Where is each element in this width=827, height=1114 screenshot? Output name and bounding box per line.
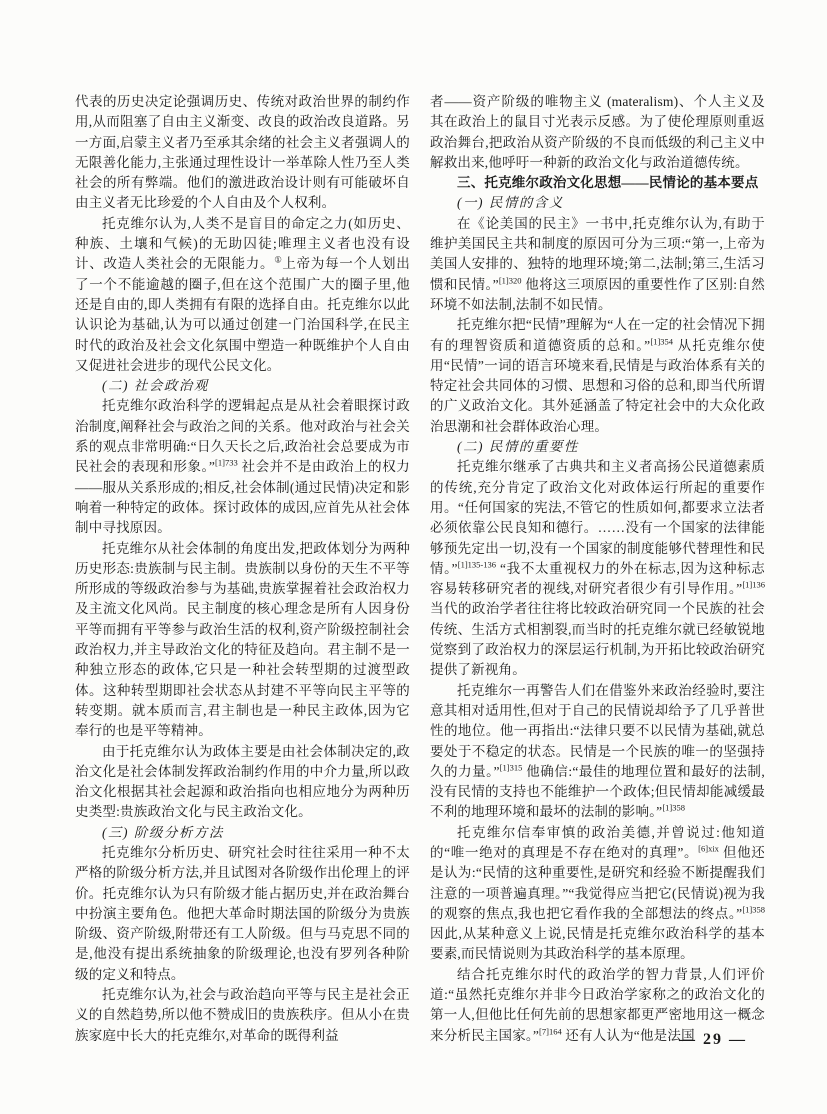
text-run: (一) 民情的含义: [457, 195, 564, 211]
footnote-marker: [1]315: [499, 762, 523, 773]
footnote-marker: ①: [274, 254, 283, 265]
page-number: — 29 —: [679, 1031, 747, 1048]
text-run: (二) 社会政治观: [102, 378, 209, 394]
text-run: 还有人认为“他是法国: [561, 1027, 695, 1043]
paragraph: [75, 214, 410, 376]
text-run: 由于托克维尔认为政体主要是由社会体制决定的,政治文化是社会体制发挥政治制约作用的中介力量,所以政治文化根据其社会起源和政治指向也相应地分为两种历史类型:贵族政治文化与民主政治文化。: [75, 743, 410, 820]
text-run: (三) 阶级分析方法: [102, 824, 224, 840]
text-run: 在《论美国的民主》一书中,托克维尔认为,有助于维护美国民主共和制度的原因可分为三项:“第一,上帝为美国人安排的、独特的地理环境;第二,法制;第三,生活习惯和民情。”: [430, 215, 765, 292]
text-run: 上帝为每一个人划出了一个不能逾越的圈子,但在这个范围广大的圈子里,他还是自由的,即人类拥有有限的选择自由。托克维尔以此认识论为基础,认为可以通过创建一门治国科学,在民主时代的政治及社会文化氛围中塑造一种既维护个人自由又促进社会进步的现代公民文化。: [75, 256, 410, 373]
footnote-marker: [6]xix: [698, 843, 719, 854]
paragraph: [430, 92, 765, 173]
text-run: 从托克维尔使用“民情”一词的语言环境来看,民情是与政治体系有关的特定社会共同体的习惯、思想和习俗的总和,即当代所谓的广义政治文化。其外延涵盖了特定社会中的大众化政治思潮和社会群体政治心理。: [430, 337, 765, 434]
text-column-right: [430, 92, 765, 1046]
footnote-marker: [1]733: [215, 457, 238, 468]
footnote-marker: [1]358: [662, 802, 686, 813]
footnote-marker: [1]320: [498, 275, 522, 286]
text-run: 结合托克维尔时代的政治学的智力背景,人们评价道:“虽然托克维尔并非今日政治学家称之的政治文化的第一人,但他比任何先前的思想家都更严密地用这一概念来分析民主国家。”: [430, 966, 765, 1043]
text-run: 社会并不是由政治上的权力——服从关系形成的;相反,社会体制(通过民情)决定和影响着一种特定的政体。探讨政体的成因,应首先从社会体制中寻找原因。: [75, 459, 410, 536]
paragraph: [75, 843, 410, 985]
text-run: “我不太重视权力的外在标志,因为这种标志容易转移研究者的视线,对研究者很少有引导作用。”: [430, 560, 765, 597]
subsection-heading: [430, 437, 765, 457]
text-run: 托克维尔把“民情”理解为“人在一定的社会情况下拥有的理智资质和道德资质的总和。”: [430, 317, 765, 353]
paragraph: [75, 539, 410, 742]
footnote-marker: [1]354: [650, 336, 674, 347]
section-heading: [430, 173, 765, 193]
footnote-marker: [1]136: [742, 579, 765, 590]
paragraph: [75, 396, 410, 538]
paragraph: [430, 681, 765, 823]
paragraph: [75, 742, 410, 823]
footnote-marker: [1]135-136: [457, 559, 496, 570]
text-run: 当代的政治学者往往将比较政治研究同一个民族的社会传统、生活方式相割裂,而当时的托克维尔就已经敏锐地觉察到了政治权力的深层运行机制,为开拓比较政治研究提供了新视角。: [430, 601, 765, 678]
subsection-heading: [75, 376, 410, 396]
text-run: 托克维尔从社会体制的角度出发,把政体划分为两种历史形态:贵族制与民主制。贵族制以身份的天生不平等所形成的等级政治参与为基础,贵族掌握着社会政治权力及主流文化风尚。民主制度的核心理念是所有人因身份平等而拥有平等参与政治生活的权利,资产阶级控制社会政治权力,并主导政治文化的特征及趋向。君主制不是一种独立形态的政体,它只是一种社会转型期的过渡型政体。这种转型期即社会状态从封建不平等向民主平等的转变期。就本质而言,君主制也是一种民主政体,因为它奉行的也是平等精神。: [75, 540, 410, 739]
paragraph: [430, 214, 765, 315]
text-run: 托克维尔信奉审慎的政治美德,并曾说过:他知道的“唯一绝对的真理是不存在绝对的真理”。: [430, 824, 765, 860]
paragraph: [75, 92, 410, 214]
footnote-marker: [7]164: [539, 1026, 562, 1037]
text-run: 托克维尔认为,社会与政治趋向平等与民主是社会正义的自然趋势,所以他不赞成旧的贵族秩序。但从小在贵族家庭中长大的托克维尔,对革命的既得利益: [75, 987, 410, 1043]
text-run: 他将这三项原因的重要性作了区别:自然环境不如法制,法制不如民情。: [430, 276, 765, 312]
text-run: 托克维尔一再警告人们在借鉴外来政治经验时,要注意其相对适用性,但对于自己的民情说却给予了几乎普世性的地位。他一再指出:“法律只要不以民情为基础,就总要处于不稳定的状态。民情是一个民族的唯一的坚强持久的力量。”: [430, 682, 765, 779]
text-run: 三、托克维尔政治文化思想——民情论的基本要点: [457, 175, 759, 191]
paragraph: [430, 315, 765, 437]
text-run: 托克维尔继承了古典共和主义者高扬公民道德素质的传统,充分肯定了政治文化对政体运行所起的重要作用。“任何国家的宪法,不管它的性质如何,都要求立法者必须依靠公民良知和德行。……没有一个国家的法律能够预先定出一切,没有一个国家的制度能够代替理性和民情。”: [430, 459, 765, 576]
paragraph: [430, 823, 765, 965]
subsection-heading: [75, 823, 410, 843]
text-run: 他确信:“最佳的地理位置和最好的法制,没有民情的支持也不能维护一个政体;但民情却能减缓最不利的地理环境和最坏的法制的影响。”: [430, 763, 765, 820]
text-run: 者——资产阶级的唯物主义 (materalism)、个人主义及其在政治上的鼠目寸光表示反感。为了使伦理原则重返政治舞台,把政治从资产阶级的不良而低级的利己主义中解救出来,他呼吁一种新的政治文化与政治道德传统。: [430, 94, 765, 170]
paragraph: [75, 985, 410, 1046]
text-run: (二) 民情的重要性: [457, 439, 579, 455]
text-run: 托克维尔认为,人类不是盲目的命定之力(如历史、种族、土壤和气候)的无助囚徒;唯理主义者也没有设计、改造人类社会的无限能力。: [75, 215, 410, 272]
text-column-left: [75, 92, 410, 1046]
text-run: 托克维尔政治科学的逻辑起点是从社会着眼探讨政治制度,阐释社会与政治之间的关系。他对政治与社会关系的观点非常明确:“日久天长之后,政治社会总要成为市民社会的表现和形象。”: [75, 398, 410, 475]
text-run: 但他还是认为:“民情的这种重要性,是研究和经验不断提醒我们注意的一项普遍真理。”“我觉得应当把它(民情说)视为我的观察的焦点,我也把它看作我的全部想法的终点。”: [430, 844, 765, 921]
text-run: 因此,从某种意义上说,民情是托克维尔政治科学的基本要素,而民情说则为其政治科学的基本原理。: [430, 926, 765, 962]
text-run: 代表的历史决定论强调历史、传统对政治世界的制约作用,从而阻塞了自由主义渐变、改良的政治改良道路。另一方面,启蒙主义者乃至承其余绪的社会主义者强调人的无限善化能力,主张通过理性设计一举革除人性乃至人类社会的所有弊端。他们的激进政治设计则有可能破坏自由主义者无比珍爱的个人自由及个人权利。: [75, 94, 410, 211]
text-run: 托克维尔分析历史、研究社会时往往采用一种不太严格的阶级分析方法,并且试图对各阶级作出伦理上的评价。托克维尔认为只有阶级才能占据历史,并在政治舞台中扮演主要角色。他把大革命时期法国的阶级分为贵族阶级、资产阶级,附带还有工人阶级。但与马克思不同的是,他没有提出系统抽象的阶级理论,也没有罗列各种阶级的定义和特点。: [75, 844, 410, 982]
footnote-marker: [1]358: [742, 904, 765, 915]
text-columns: [75, 92, 765, 1046]
subsection-heading: [430, 193, 765, 213]
paragraph: [430, 457, 765, 680]
